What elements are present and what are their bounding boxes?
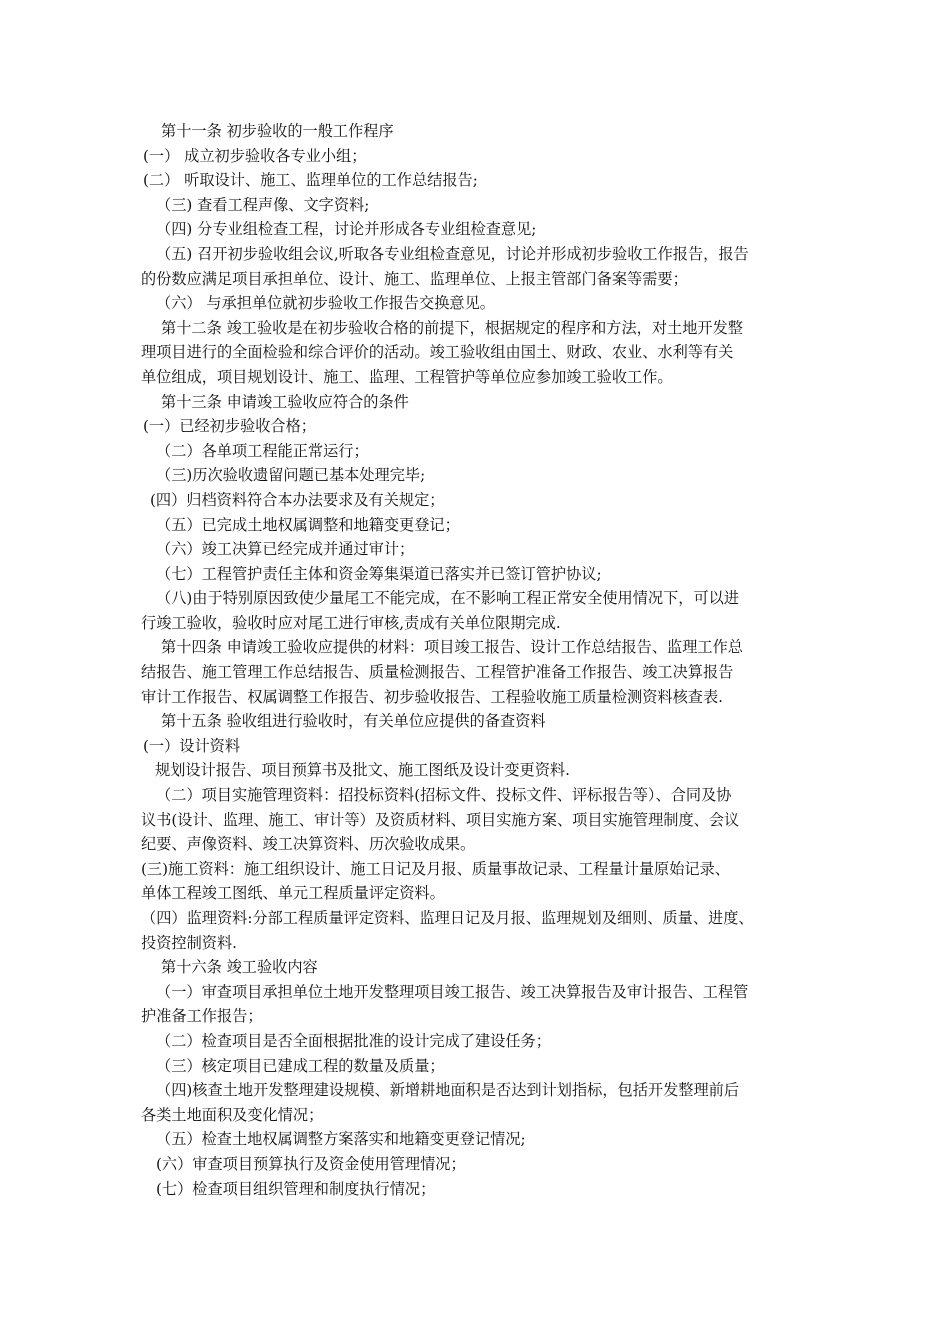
paragraph-line: （八)由于特别原因致使少量尾工不能完成，在不影响工程正常安全使用情况下，可以进 (156, 589, 740, 608)
paragraph-line: 护准备工作报告； (141, 1007, 263, 1026)
paragraph-line: （四）监理资料:分部工程质量评定资料、监理日记及月报、监理规划及细则、质量、进度、 (141, 909, 754, 927)
paragraph-line: 审计工作报告、权属调整工作报告、初步验收报告、工程验收施工质量检测资料核查表. (141, 687, 723, 706)
paragraph-line: (七）检查项目组织管理和制度执行情况； (156, 1179, 436, 1198)
paragraph-line: （四)核查土地开发整理建设规模、新增耕地面积是否达到计划指标，包括开发整理前后 (156, 1081, 740, 1100)
paragraph-line: (一）设计资料 (143, 736, 241, 755)
paragraph-line: （五）已完成土地权属调整和地籍变更登记； (156, 515, 460, 534)
article-13-heading: 第十三条 申请竣工验收应符合的条件 (161, 392, 409, 411)
paragraph-line: (四）归档资料符合本办法要求及有关规定； (150, 490, 445, 509)
paragraph-line: （三) 查看工程声像、文字资料; (156, 195, 370, 214)
paragraph-line: 投资控制资料. (141, 933, 237, 952)
paragraph-line: (一）已经初步验收合格； (143, 417, 316, 436)
paragraph-line: 各类土地面积及变化情况； (141, 1105, 324, 1124)
paragraph-line: 单位组成，项目规划设计、施工、监理、工程管护等单位应参加竣工验收工作。 (141, 367, 673, 386)
paragraph-line: (二） 听取设计、施工、监理单位的工作总结报告; (143, 171, 478, 190)
paragraph-line: （六） 与承担单位就初步验收工作报告交换意见。 (156, 294, 495, 313)
paragraph-line: 议书(设计、监理、施工、审计等）及资质材料、项目实施方案、项目实施管理制度、会议 (141, 810, 740, 829)
paragraph-line: （三）核定项目已建成工程的数量及质量； (156, 1056, 445, 1075)
article-12-heading: 第十二条 竣工验收是在初步验收合格的前提下，根据规定的程序和方法，对土地开发整 (161, 318, 743, 337)
paragraph-line: (一） 成立初步验收各专业小组； (143, 146, 367, 165)
document-body (141, 119, 831, 1201)
paragraph-line: （三)历次验收遗留问题已基本处理完毕; (156, 466, 426, 485)
paragraph-line: 纪要、声像资料、竣工决算资料、历次验收成果。 (141, 835, 476, 854)
paragraph-line: （一）审查项目承担单位土地开发整理项目竣工报告、竣工决算报告及审计报告、工程管 (156, 982, 749, 1001)
paragraph-line: (三)施工资料：施工组织设计、施工日记及月报、质量事故记录、工程量计量原始记录、 (141, 859, 730, 878)
paragraph-line: （二）项目实施管理资料：招投标资料(招标文件、投标文件、评标报告等）、合同及协 (156, 786, 732, 805)
article-16-heading: 第十六条 竣工验收内容 (161, 958, 318, 977)
paragraph-line: （七）工程管护责任主体和资金筹集渠道已落实并已签订管护协议; (156, 564, 602, 583)
article-14-heading: 第十四条 申请竣工验收应提供的材料：项目竣工报告、设计工作总结报告、监理工作总 (161, 638, 743, 657)
paragraph-line: (六）审查项目预算执行及资金使用管理情况； (156, 1154, 466, 1173)
paragraph-line: （六）竣工决算已经完成并通过审计； (156, 540, 415, 559)
paragraph-line: （五) 召开初步验收组会议,听取各专业组检查意见，讨论并形成初步验收工作报告，报告 (156, 244, 749, 263)
paragraph-line: 的份数应满足项目承担单位、设计、施工、监理单位、上报主管部门备案等需要； (141, 269, 688, 288)
paragraph-line: （五）检查土地权属调整方案落实和地籍变更登记情况; (156, 1130, 526, 1149)
paragraph-line: 单体工程竣工图纸、单元工程质量评定资料。 (141, 884, 445, 903)
paragraph-line: 理项目进行的全面检验和综合评价的活动。竣工验收组由国土、财政、农业、水利等有关 (141, 343, 734, 362)
paragraph-line: 结报告、施工管理工作总结报告、质量检测报告、工程管护准备工作报告、竣工决算报告 (141, 663, 734, 682)
article-15-heading: 第十五条 验收组进行验收时，有关单位应提供的备查资料 (161, 712, 546, 731)
paragraph-line: 规划设计报告、项目预算书及批文、施工图纸及设计变更资料. (155, 761, 570, 780)
paragraph-line: 行竣工验收，验收时应对尾工进行审核,责成有关单位限期完成. (141, 613, 561, 632)
article-11-heading: 第十一条 初步验收的一般工作程序 (161, 122, 394, 140)
paragraph-line: （二）检查项目是否全面根据批准的设计完成了建设任务； (156, 1031, 551, 1050)
paragraph-line: （四) 分专业组检查工程，讨论并形成各专业组检查意见; (156, 220, 537, 239)
paragraph-line: （二）各单项工程能正常运行； (156, 441, 369, 460)
